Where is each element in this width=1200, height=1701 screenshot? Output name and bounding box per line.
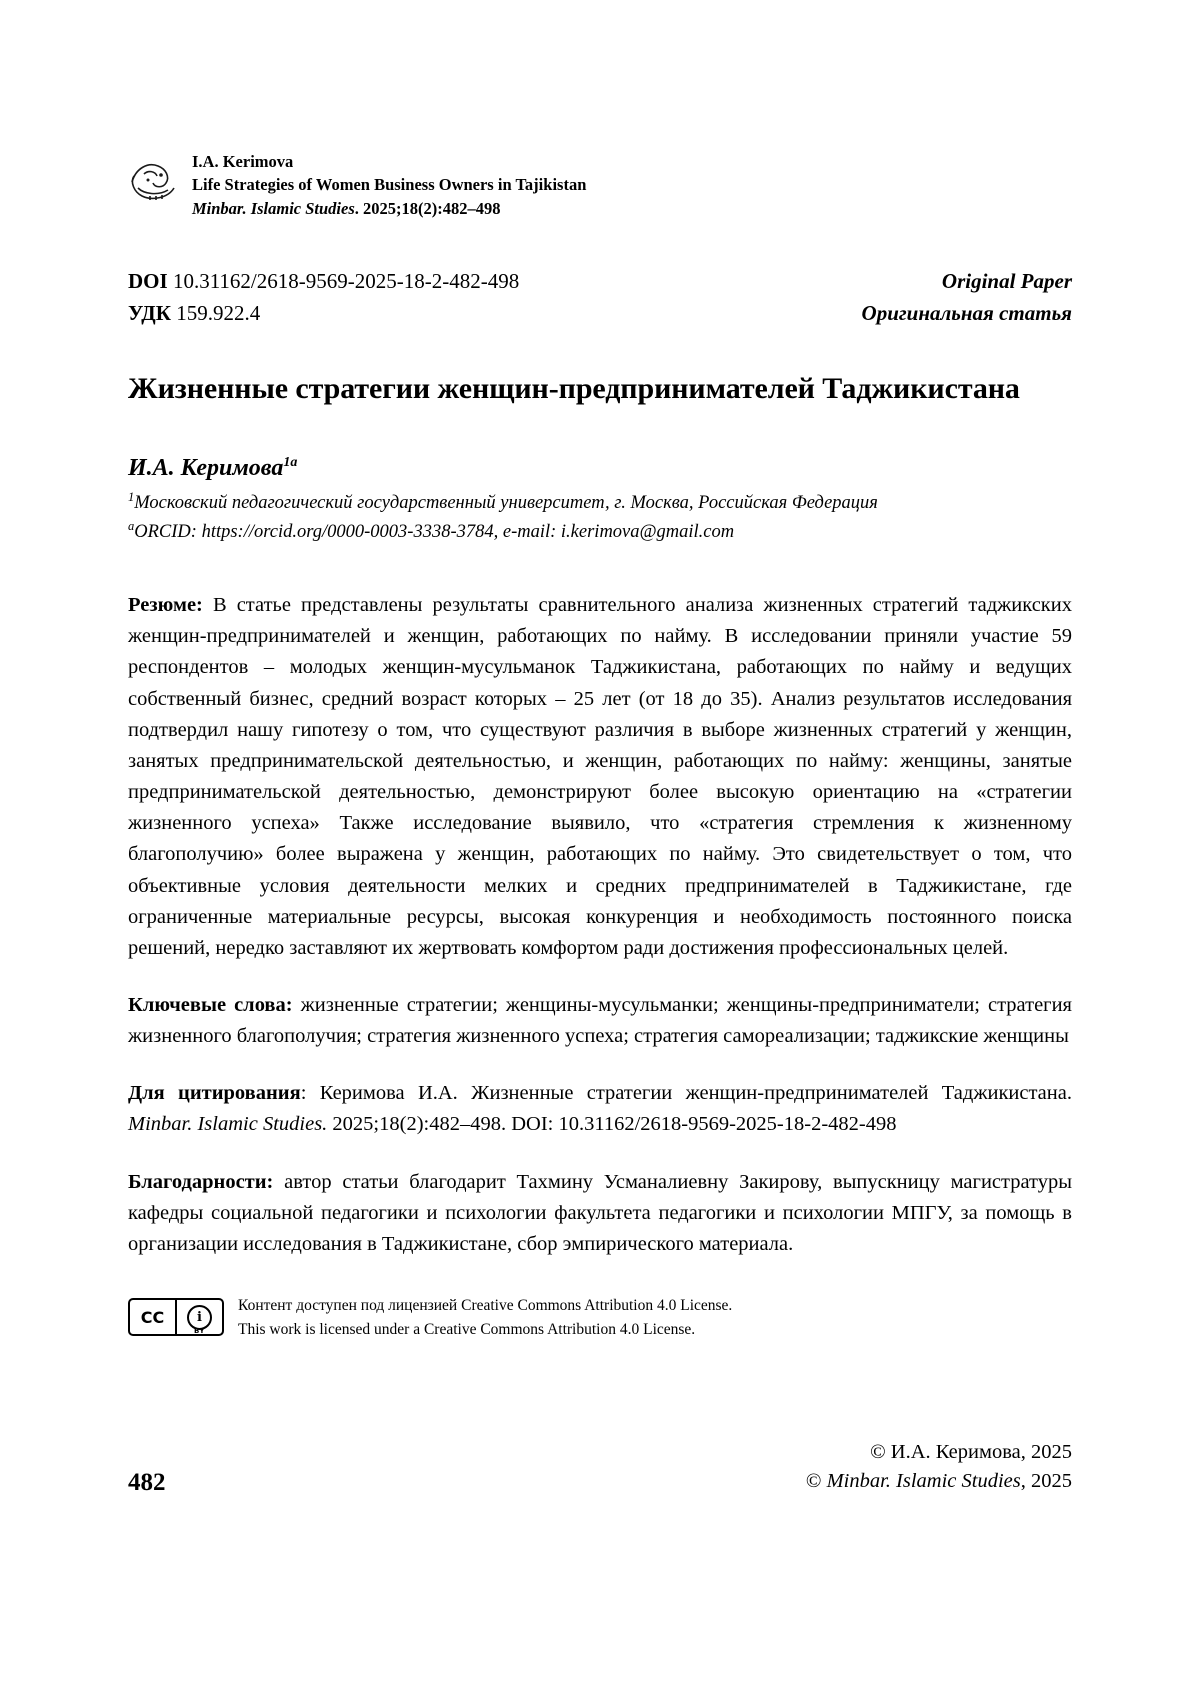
copyright-journal: © Minbar. Islamic Studies, 2025 bbox=[805, 1470, 1072, 1493]
affiliation-superscript: 1 bbox=[128, 490, 135, 505]
paper-type-en: Original Paper bbox=[941, 269, 1072, 294]
page-title: Жизненные стратегии женщин-предпринимателей Таджикистана bbox=[128, 372, 1020, 406]
acknowledgements-label: Благодарности: bbox=[128, 1170, 274, 1193]
udk-row bbox=[128, 298, 1072, 330]
copyright-author: © И.А. Керимова, 2025 bbox=[870, 1440, 1072, 1463]
acknowledgements-paragraph bbox=[128, 1167, 1072, 1260]
author-name: И.А. Керимова$^{1a}$ bbox=[128, 455, 298, 482]
abstract-paragraph bbox=[128, 590, 1072, 964]
metadata-block bbox=[128, 266, 1072, 329]
journal-logo-icon bbox=[128, 152, 178, 204]
author-affiliation: $^1$Московский педагогический государственный университет, г. Москва, Российская Федерация bbox=[128, 490, 878, 514]
citation-label: Для цитирования bbox=[128, 1082, 301, 1105]
email-link[interactable]: i.kerimova@gmail.com bbox=[560, 522, 735, 543]
running-head-title: Life Strategies of Women Business Owners in Tajikistan bbox=[192, 175, 587, 195]
doi-label: DOI bbox=[128, 269, 168, 294]
abstract-text: В статье представлены результаты сравнительного анализа жизненных стратегий таджикских женщин-предпринимателей и женщин, работающих по найму. В исследовании приняли участие 59 респондентов – молодых женщин-мусульманок Таджикистана, работающих по найму и ведущих собственный бизнес, средний возраст которых – 25 лет (от 18 до 35). Анализ результатов исследования подтвердил нашу гипотезу о том, что существуют различия в выборе жизненных стратегий у женщин, занятых предпринимательской деятельностью, и женщин, работающих по найму: женщины, занятые предпринимательской деятельностью, демонстрируют более высокую ориентацию на «стратегии жизненного успеха» Также исследование выявило, что «стратегия стремления к жизненному благополучию» более выражена у женщин, работающих по найму. Это свидетельствует о том, что объективные условия деятельности мелких и средних предпринимателей в Таджикистане, где ограниченные материальные ресурсы, высокая конкуренция и необходимость постоянного поиска решений, нередко заставляют их жертвовать комфортом ради достижения профессиональных целей. bbox=[128, 594, 1072, 959]
copyright-block bbox=[806, 1438, 1072, 1497]
doi-value[interactable]: 10.31162/2618-9569-2025-18-2-482-498 bbox=[172, 269, 520, 294]
orcid-superscript: a bbox=[128, 519, 135, 534]
by-glyph: BY bbox=[193, 1327, 206, 1336]
running-head-reference: Minbar. Islamic Studies. 2025;18(2):482–498 bbox=[192, 198, 501, 218]
doi-row bbox=[128, 266, 1072, 298]
orcid-link[interactable]: https://orcid.org/0000-0003-3338-3784 bbox=[201, 522, 494, 543]
running-head bbox=[128, 150, 1072, 220]
keywords-text: жизненные стратегии; женщины-мусульманки; женщины-предприниматели; стратегия жизненного благополучия; стратегия жизненного успеха; стратегия самореализации; таджикские женщины bbox=[128, 993, 1072, 1048]
creative-commons-icon[interactable] bbox=[128, 1298, 224, 1336]
page-footer bbox=[128, 1438, 1072, 1497]
citation-text-1: : Керимова И.А. Жизненные стратегии женщин-предпринимателей Таджикистана. bbox=[300, 1082, 1072, 1105]
author-orcid-line: $^a$ORCID: https://orcid.org/0000-0003-3338-3784, e-mail: i.kerimova@gmail.com bbox=[128, 519, 735, 543]
license-line-en: This work is licensed under a Creative Commons Attribution 4.0 License. bbox=[238, 1321, 696, 1339]
author-name-superscript: 1a bbox=[283, 455, 298, 471]
license-block bbox=[128, 1294, 1072, 1342]
citation-text-2: 2025;18(2):482–498. DOI: 10.31162/2618-9569-2025-18-2-482-498 bbox=[327, 1113, 897, 1136]
abstract-label: Резюме: bbox=[128, 594, 203, 617]
citation-journal: Minbar. Islamic Studies. bbox=[128, 1113, 328, 1136]
keywords-paragraph bbox=[128, 990, 1072, 1052]
running-head-text bbox=[192, 150, 586, 220]
paper-type-ru: Оригинальная статья bbox=[861, 300, 1072, 325]
license-text bbox=[238, 1294, 732, 1342]
page-number: 482 bbox=[128, 1469, 166, 1496]
udk-value: 159.922.4 bbox=[176, 300, 261, 325]
email-label: e-mail: bbox=[502, 522, 557, 543]
doi-line bbox=[128, 266, 519, 298]
orcid-label: ORCID: bbox=[134, 522, 197, 543]
cc-logo-cell bbox=[130, 1300, 177, 1334]
udk-line bbox=[128, 298, 260, 330]
cc-glyph: CC bbox=[140, 1307, 165, 1327]
author-block bbox=[128, 455, 1072, 546]
acknowledgements-text: автор статьи благодарит Тахмину Усманалиевну Закирову, выпускницу магистратуры кафедры социальной педагогики и психологии факультета педагогики и психологии МПГУ, за помощь в организации исследования в Таджикистане, сбор эмпирического материала. bbox=[128, 1170, 1072, 1255]
license-line-ru: Контент доступен под лицензией Creative Commons Attribution 4.0 License. bbox=[238, 1297, 733, 1315]
udk-label: УДК bbox=[128, 300, 171, 325]
keywords-label: Ключевые слова: bbox=[128, 993, 293, 1016]
citation-paragraph bbox=[128, 1078, 1072, 1140]
running-head-author: I.A. Kerimova bbox=[192, 152, 294, 171]
person-icon: i bbox=[187, 1305, 212, 1330]
by-logo-cell bbox=[177, 1300, 222, 1334]
